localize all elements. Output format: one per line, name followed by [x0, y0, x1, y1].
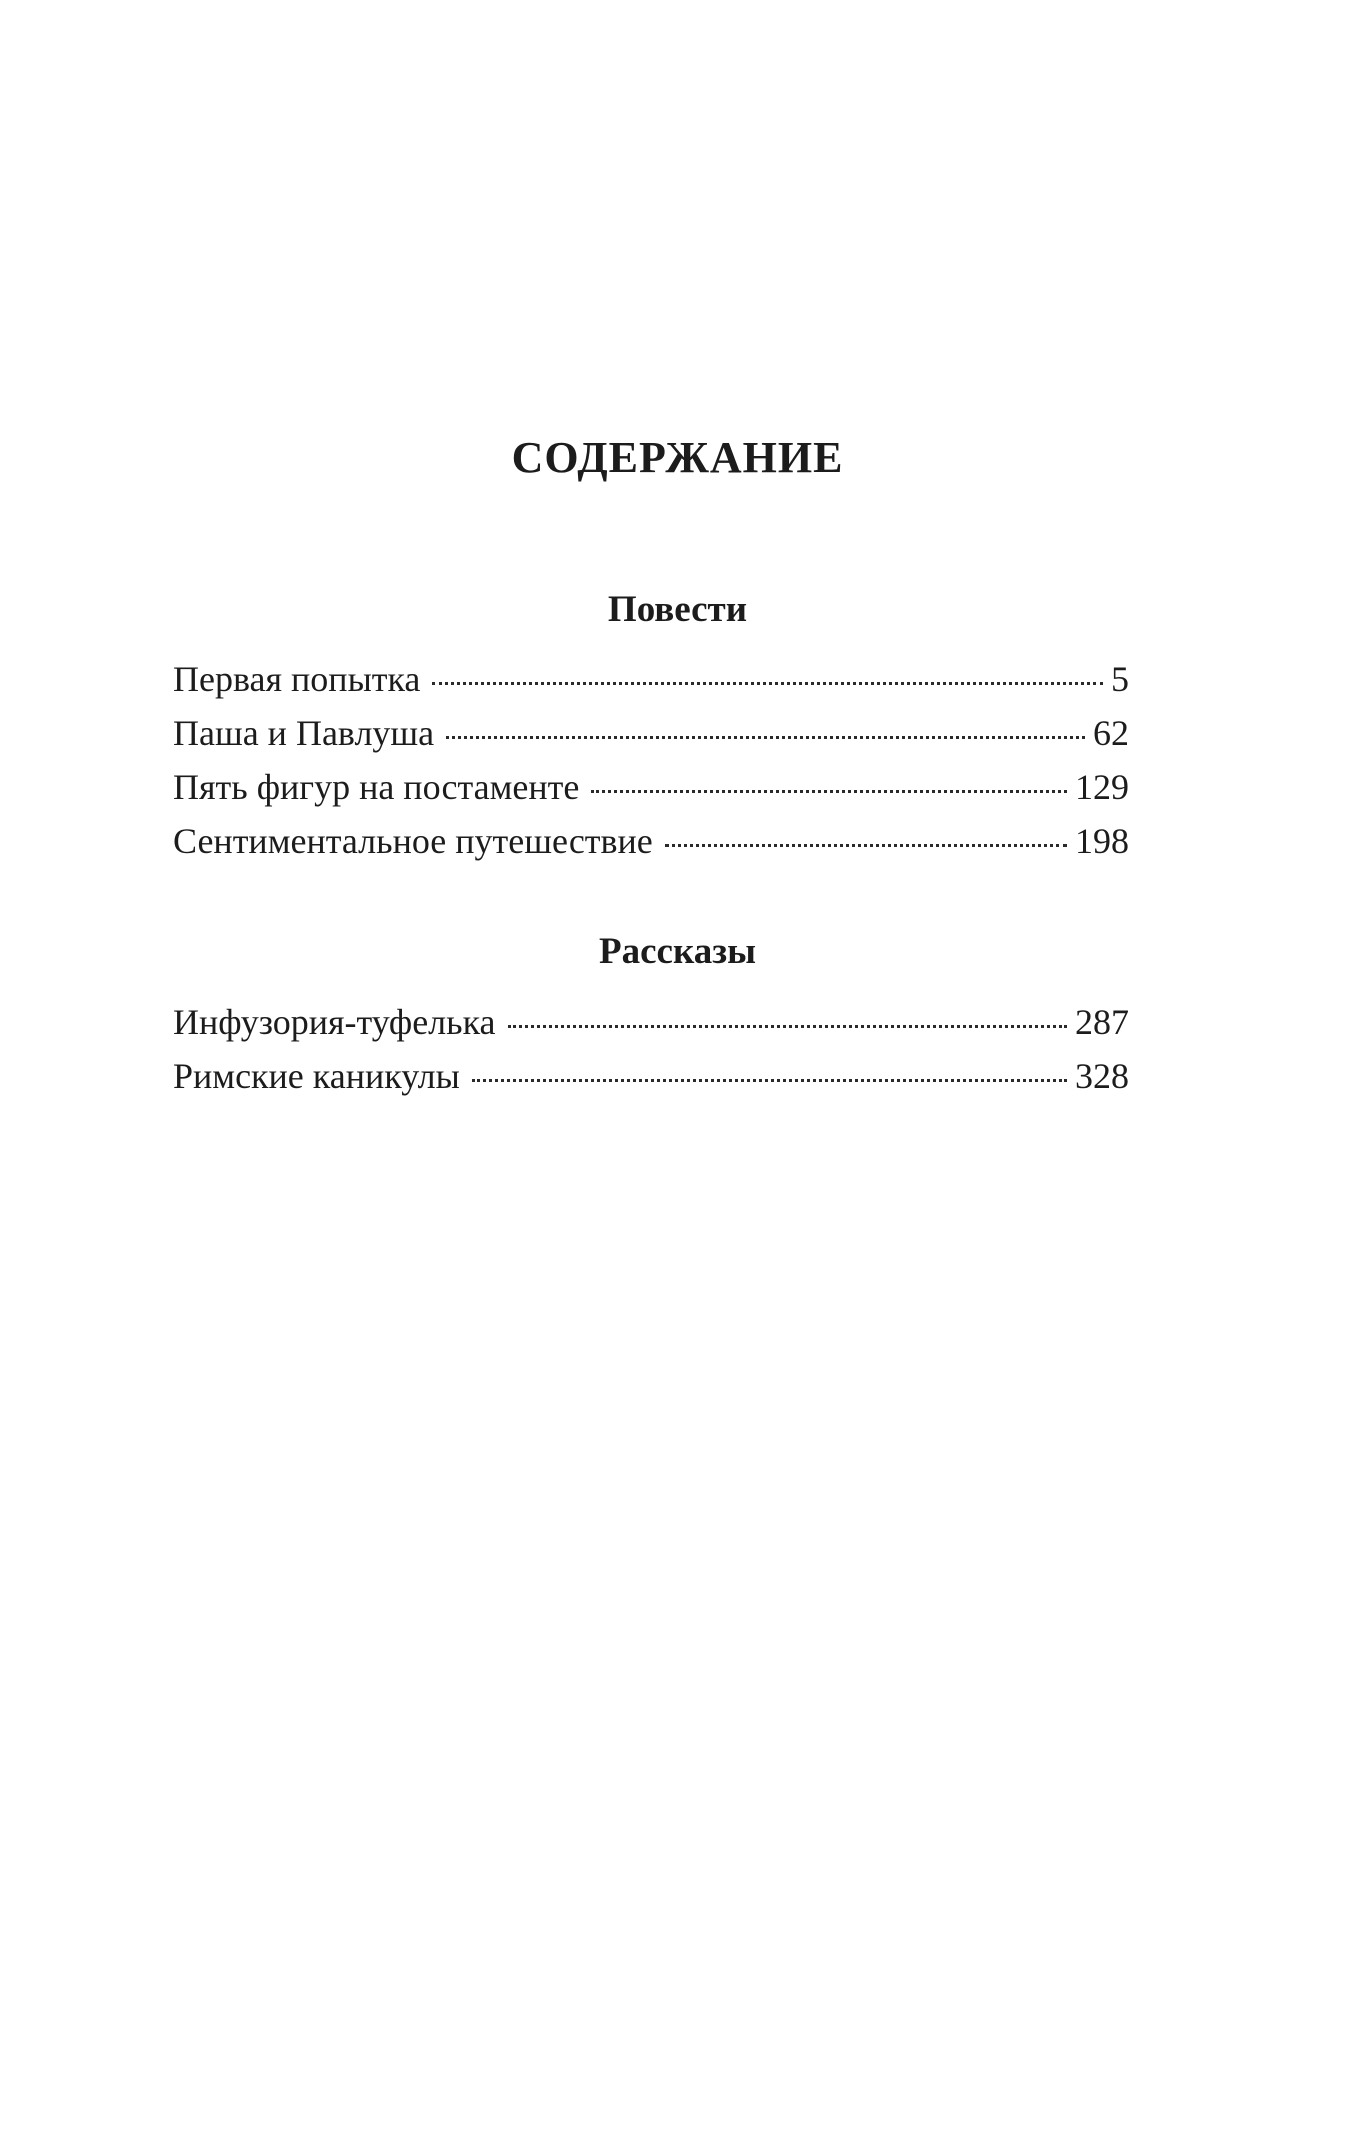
section-heading-povesti: Повести [607, 589, 748, 630]
dot-leader [472, 1079, 1067, 1082]
toc-entry [173, 760, 1129, 814]
toc-entry-page-number: 5 [1111, 659, 1129, 699]
toc-entry-page-number: 328 [1075, 1056, 1129, 1096]
dot-leader [446, 736, 1085, 739]
toc-entry-page-number: 62 [1093, 713, 1129, 753]
toc-list-povesti [173, 652, 1129, 868]
toc-entry [173, 706, 1129, 760]
toc-entry-title: Сентиментальное путешествие [173, 821, 653, 861]
toc-entry-title: Паша и Павлуша [173, 713, 435, 753]
toc-entry-title: Инфузория-туфелька [173, 1002, 496, 1042]
toc-entry-title: Пять фигур на постаменте [173, 767, 580, 807]
dot-leader [508, 1025, 1068, 1028]
toc-list-rasskazy [173, 995, 1129, 1103]
toc-entry [173, 1049, 1129, 1103]
toc-entry-page-number: 287 [1075, 1002, 1129, 1042]
dot-leader [665, 844, 1067, 847]
dot-leader [432, 682, 1103, 685]
toc-entry [173, 995, 1129, 1049]
toc-entry [173, 814, 1129, 868]
toc-entry-page-number: 129 [1075, 767, 1129, 807]
toc-entry-page-number: 198 [1075, 821, 1129, 861]
dot-leader [591, 790, 1067, 793]
toc-entry-title: Римские каникулы [173, 1056, 460, 1096]
toc-entry [173, 652, 1129, 706]
toc-entry-title: Первая попытка [173, 659, 421, 699]
section-heading-rasskazy: Рассказы [599, 931, 756, 972]
page-title: СОДЕРЖАНИЕ [511, 433, 844, 482]
